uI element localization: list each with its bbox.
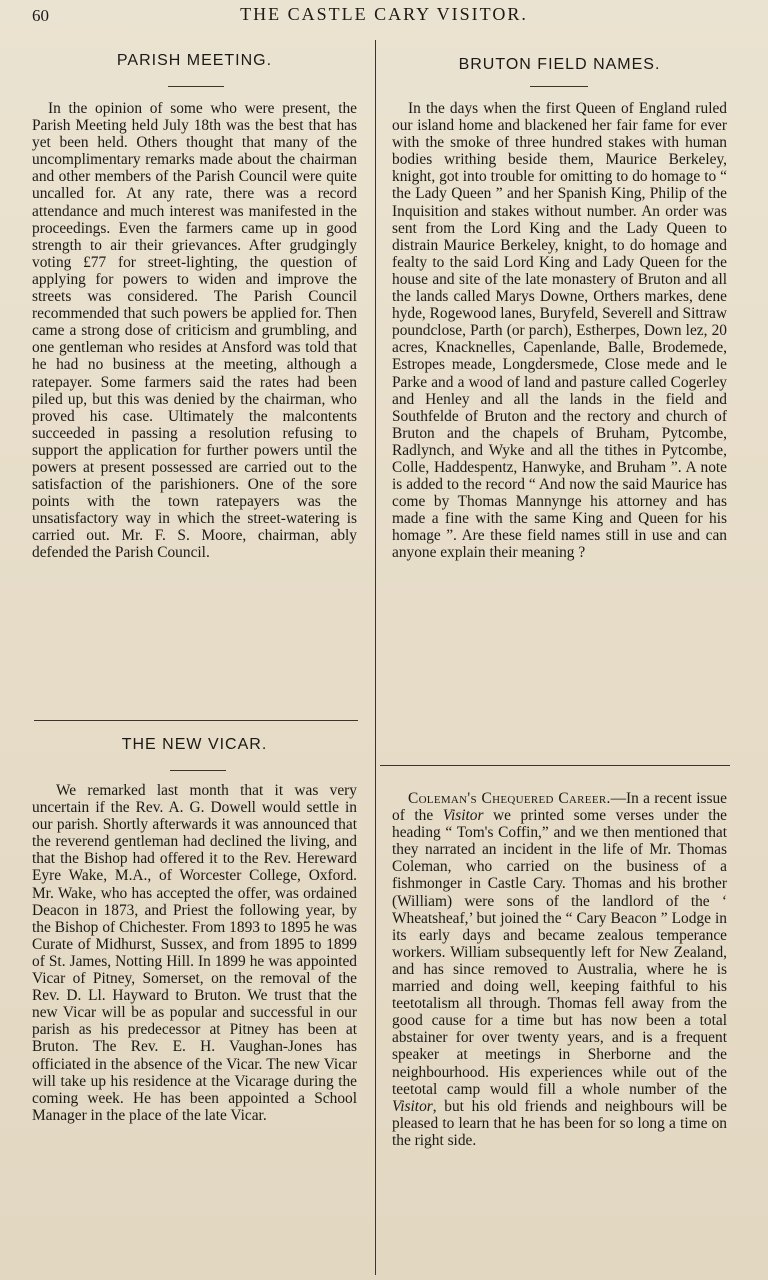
coleman-body-2: we printed some verses under the heading “ Tom's Coffin,” and we then mentioned that they narrated an incident in the life of Mr. Thomas Coleman, who carried on the business of a fishmonger in Castle Cary. Thomas and his brother (William) were sons of the landlord of the ‘ Wheatsheaf,’ but joined the “ Cary Beacon ” Lodge in its early days and became zealous temperance workers. William subsequently left for New Zealand, and has since removed to Australia, where he is married and doing well, keeping faithful to his teetotalism all through. Thomas fell away from the good cause for a time but has now been a total abstainer for over twenty years, and is a frequent speaker at meetings in Sherborne and the neighbourhood. His experiences while out of the teetotal camp would fill a whole number of the [392,807,728,1098]
section-rule [380,765,730,766]
coleman-title: Coleman's Chequered Career. [408,790,611,807]
new-vicar-heading: THE NEW VICAR. [121,736,268,753]
running-head: THE CASTLE CARY VISITOR. [240,4,528,24]
parish-meeting-heading: PARISH MEETING. [116,52,273,69]
visitor-title-2: Visitor [392,1097,433,1115]
page-number: 60 [32,6,49,25]
bruton-field-names-body: In the days when the first Queen of England ruled our island home and blackened her fair fame for ever with the smoke of three hundred stakes with human bodies writhing beside them, Maurice Berkeley, knight, got into trouble for omitting to do homage to “ the Lady Queen ” and her Spanish King, Philip of the Inquisition and stakes without number. An order was sent from the Lord King and the Lady Queen to distrain Maurice Berkeley, knight, to do homage and fealty to the said Lord King and Lady Queen for the house and site of the late monastery of Bruton and all the lands called Marys Downe, Orthers markes, dene hyde, Rogewood lanes, Buryfeld, Severell and Sittraw poundclose, Parth (or parch), Estherpes, Down lez, 20 acres, Knacknelles, Capenlande, Balle, Brodemede, Estropes meade, Longdersmede, Close mede and le Parke and a wood of land and pasture called Cogerley and Henley and all the lands in the field and Southfelde of Bruton and the rectory and church of Bruton and the chapels of Bruham, Pytcombe, Radlynch, and Wyke and all the tithes in Pytcombe, Colle, Haddespentz, Hanwyke, and Bruham ”. A note is added to the record “ And now the said Maurice has come by Thomas Mannynge his attorney and has made a fine with the same King and Queen for his homage ”. Are these field names still in use and can anyone explain their meaning ? [392,100,727,562]
coleman-body-3: , but his old friends and neighbours will be pleased to learn that he has been for so long a time on the right side. [392,1097,727,1149]
heading-rule [170,770,226,771]
heading-rule [168,86,224,87]
parish-meeting-body: In the opinion of some who were present, the Parish Meeting held July 18th was the best that has yet been held. Others thought that many of the uncomplimentary remarks made about the chairman and other members of the Parish Council were quite uncalled for. At any rate, there was a record attendance and much interest was manifested in the proceedings. Even the farmers came up in good strength to air their grievances. After grudgingly voting £77 for street-lighting, the question of applying for powers to widen and improve the streets was considered. The Parish Council recommended that such powers be applied for. Then came a strong dose of criticism and grumbling, and one gentleman who resides at Ansford was told that he had no business at the meeting, although a ratepayer. Some farmers said the rates had been piled up, but this was denied by the chairman, who proved his case. Ultimately the malcontents succeeded in passing a resolution refusing to support the application for further powers until the powers at present possessed are carried out to the satisfaction of the parishioners. One of the sore points with the town ratepayers was the unsatisfactory way in which the street-watering is carried out. Mr. F. S. Moore, chairman, ably defended the Parish Council. [32,100,357,562]
visitor-title-1: Visitor [442,807,484,825]
section-rule [34,720,358,721]
new-vicar-body: We remarked last month that it was very uncertain if the Rev. A. G. Dowell would settle in our parish. Shortly afterwards it was announced that the reverend gentleman had declined the living, and that the Bishop had offered it to the Rev. Hereward Eyre Wake, M.A., of Worcester College, Oxford. Mr. Wake, who has accepted the offer, was ordained Deacon in 1873, and Priest the following year, by the Bishop of Chichester. From 1893 to 1895 he was Curate of Midhurst, Sussex, and from 1895 to 1899 of St. James, Notting Hill. In 1899 he was appointed Vicar of Pitney, Somerset, on the removal of the Rev. D. Ll. Hayward to Bruton. We trust that the new Vicar will be as popular and successful in our parish as his predecessor at Pitney has been at Bruton. The Rev. E. H. Vaughan-Jones has officiated in the absence of the Vicar. The new Vicar will take up his residence at the Vicarage during the coming week. He has been appointed a School Manager in the place of the late Vicar. [32,782,357,1124]
column-divider [375,40,376,1275]
heading-rule [530,86,588,87]
title-dash: — [610,790,627,807]
coleman-article [392,790,727,1149]
bruton-field-names-heading: BRUTON FIELD NAMES. [458,56,661,73]
coleman-body-1: In a recent issue of the [392,790,727,825]
